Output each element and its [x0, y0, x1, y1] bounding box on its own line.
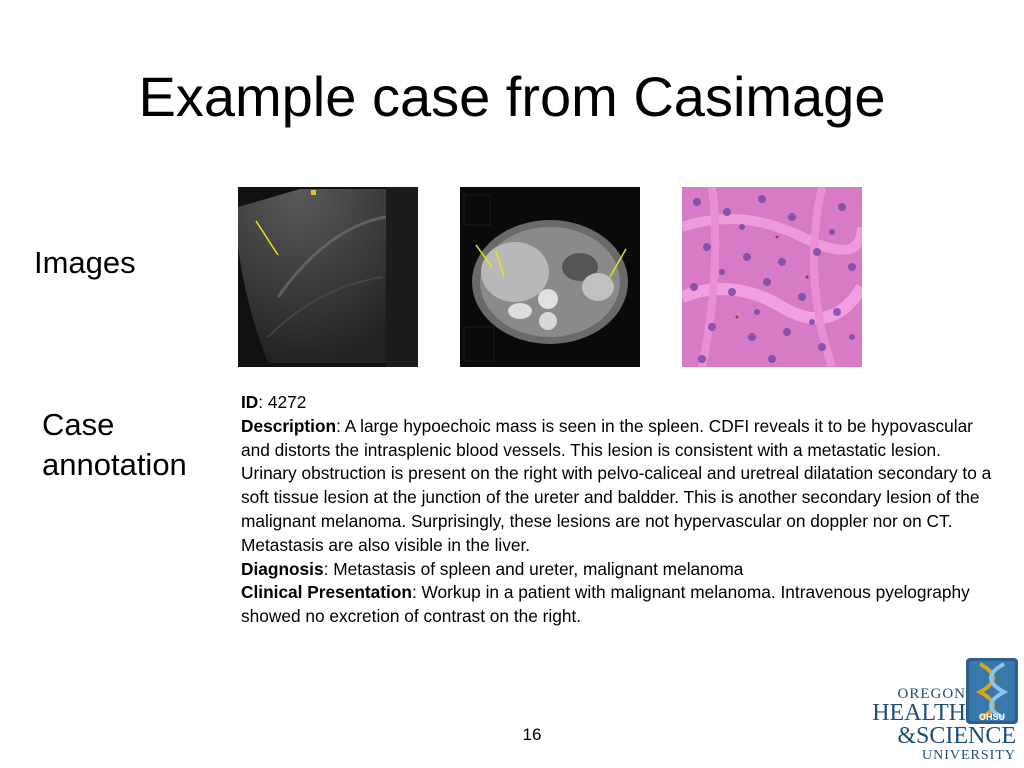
logo-oregon-text: OREGON: [897, 686, 966, 702]
annotation-id: [241, 391, 993, 415]
ohsu-emblem-icon: [966, 658, 1018, 724]
description-label: Description: [241, 415, 337, 436]
id-label: ID: [241, 392, 259, 412]
ct-image: [460, 187, 640, 367]
page-number: 16: [522, 725, 542, 744]
ultrasound-image: [238, 187, 418, 367]
diagnosis-value: : Metastasis of spleen and ureter, malignant melanoma: [323, 558, 744, 579]
annotation-clinical: [241, 581, 993, 629]
case-annotation-label: Case annotation: [42, 407, 187, 482]
histology-image: [682, 187, 862, 367]
annotation-diagnosis: [241, 558, 993, 582]
clinical-presentation-value: : Workup in a patient with malignant melanoma. Intravenous pyelography showed no excretion of contrast on the right.: [241, 582, 970, 627]
annotation-description: [241, 415, 993, 558]
logo-science-text: &SCIENCE: [897, 723, 1016, 749]
images-label: Images: [34, 245, 136, 280]
description-value: : A large hypoechoic mass is seen in the spleen. CDFI reveals it to be hypovascular and distorts the intrasplenic blood vessels. This lesion is consistent with a metastatic lesion. Urinary obstruction is present on the right with pelvo-caliceal and uretreal dilatation secondary to a soft tissue lesion at the junction of the ureter and baldder. This is another secondary lesion of the malignant melanoma. Surprisingly, these lesions are not hypervascular on doppler nor on CT. Metastasis are also visible in the liver.: [241, 415, 992, 555]
diagnosis-label: Diagnosis: [241, 558, 324, 579]
id-value: : 4272: [258, 392, 307, 412]
case-annotation-text: [241, 391, 993, 629]
logo-health-text: HEALTH: [872, 700, 966, 726]
slide-title: Example case from Casimage: [138, 65, 886, 128]
clinical-presentation-label: Clinical Presentation: [241, 582, 412, 603]
ohsu-logo: [862, 656, 1018, 764]
svg-text:OHSU: OHSU: [978, 712, 1006, 722]
logo-university-text: UNIVERSITY: [922, 748, 1016, 763]
